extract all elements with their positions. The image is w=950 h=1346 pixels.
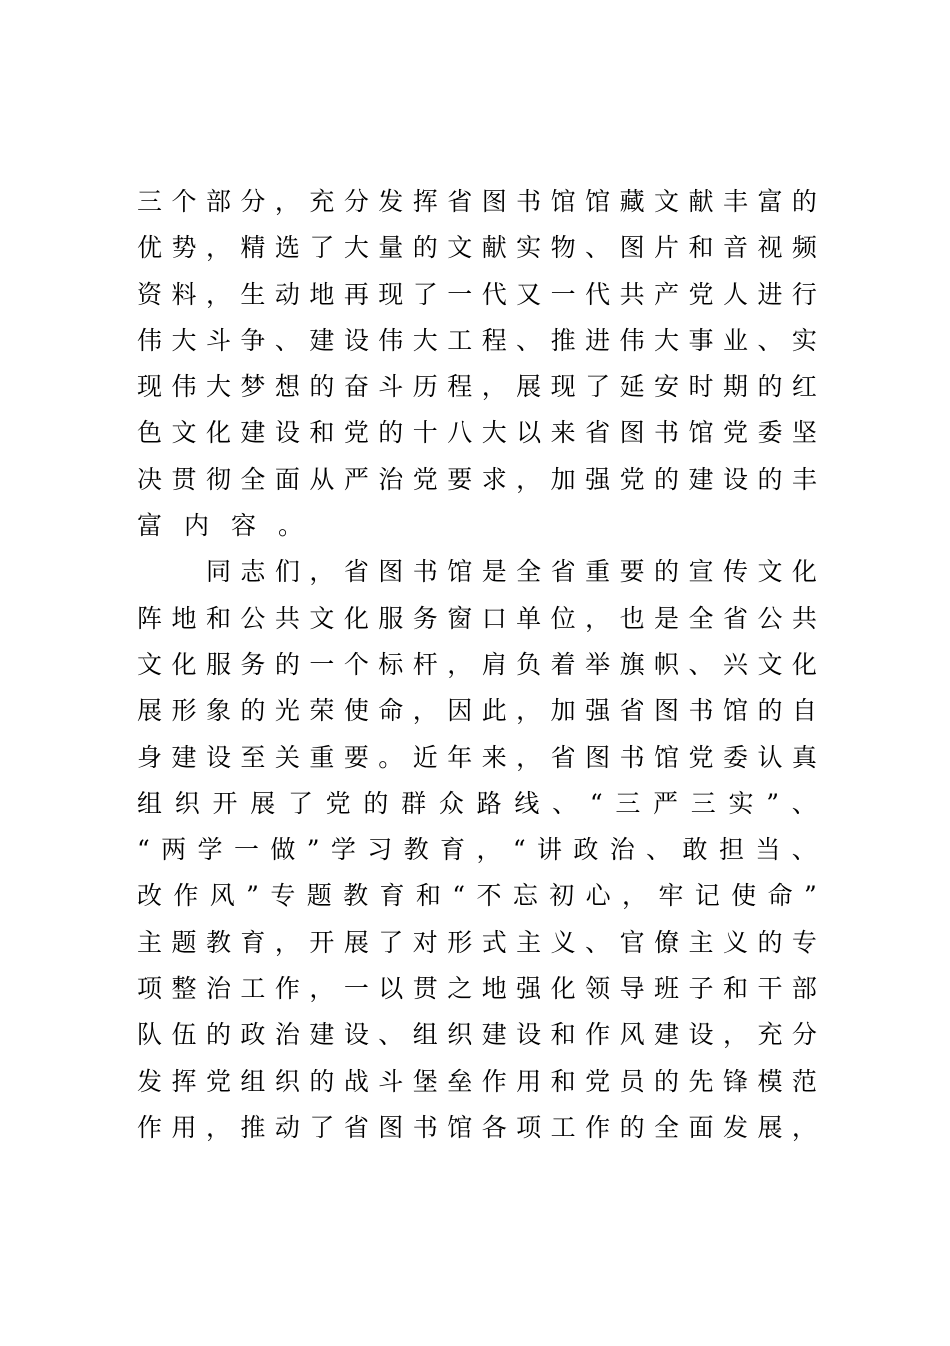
text-line: 富内容。	[137, 511, 326, 541]
text-line: 组 织 开 展 了 党 的 群 众 路 线 、 “ 三 严 三 实 ” 、	[137, 788, 817, 818]
text-line: 作 用 ， 推 动 了 省 图 书 馆 各 项 工 作 的 全 面 发 展 ，	[137, 1112, 817, 1142]
text-line: 队 伍 的 政 治 建 设 、 组 织 建 设 和 作 风 建 设 ， 充 分	[137, 1020, 817, 1050]
text-line: 伟 大 斗 争 、 建 设 伟 大 工 程 、 推 进 伟 大 事 业 、 实	[137, 325, 817, 355]
text-line: 发 挥 党 组 织 的 战 斗 堡 垒 作 用 和 党 员 的 先 锋 模 范	[137, 1066, 817, 1096]
body-text	[137, 179, 817, 1151]
text-line: 展 形 象 的 光 荣 使 命 ， 因 此 ， 加 强 省 图 书 馆 的 自	[137, 696, 817, 726]
text-line: 项 整 治 工 作 ， 一 以 贯 之 地 强 化 领 导 班 子 和 干 部	[137, 974, 817, 1004]
text-line: 资 料 ， 生 动 地 再 现 了 一 代 又 一 代 共 产 党 人 进 行	[137, 279, 817, 309]
text-line: 现 伟 大 梦 想 的 奋 斗 历 程 ， 展 现 了 延 安 时 期 的 红	[137, 372, 817, 402]
text-line: 身 建 设 至 关 重 要 。 近 年 来 ， 省 图 书 馆 党 委 认 真	[137, 742, 817, 772]
text-line: 同 志 们 ， 省 图 书 馆 是 全 省 重 要 的 宣 传 文 化	[205, 557, 817, 587]
text-line: 阵 地 和 公 共 文 化 服 务 窗 口 单 位 ， 也 是 全 省 公 共	[137, 603, 817, 633]
text-line: “ 两 学 一 做 ” 学 习 教 育 ， “ 讲 政 治 、 敢 担 当 、	[137, 835, 817, 865]
text-line: 三 个 部 分 ， 充 分 发 挥 省 图 书 馆 馆 藏 文 献 丰 富 的	[137, 187, 817, 216]
text-line: 色 文 化 建 设 和 党 的 十 八 大 以 来 省 图 书 馆 党 委 坚	[137, 418, 817, 448]
text-line: 文 化 服 务 的 一 个 标 杆 ， 肩 负 着 举 旗 帜 、 兴 文 化	[137, 649, 817, 679]
text-line: 决 贯 彻 全 面 从 严 治 党 要 求 ， 加 强 党 的 建 设 的 丰	[137, 464, 817, 494]
text-line: 主 题 教 育 ， 开 展 了 对 形 式 主 义 、 官 僚 主 义 的 专	[137, 927, 817, 957]
text-line: 改 作 风 ” 专 题 教 育 和 “ 不 忘 初 心 ， 牢 记 使 命 ”	[137, 881, 817, 911]
text-line: 优 势 ， 精 选 了 大 量 的 文 献 实 物 、 图 片 和 音 视 频	[137, 233, 817, 263]
